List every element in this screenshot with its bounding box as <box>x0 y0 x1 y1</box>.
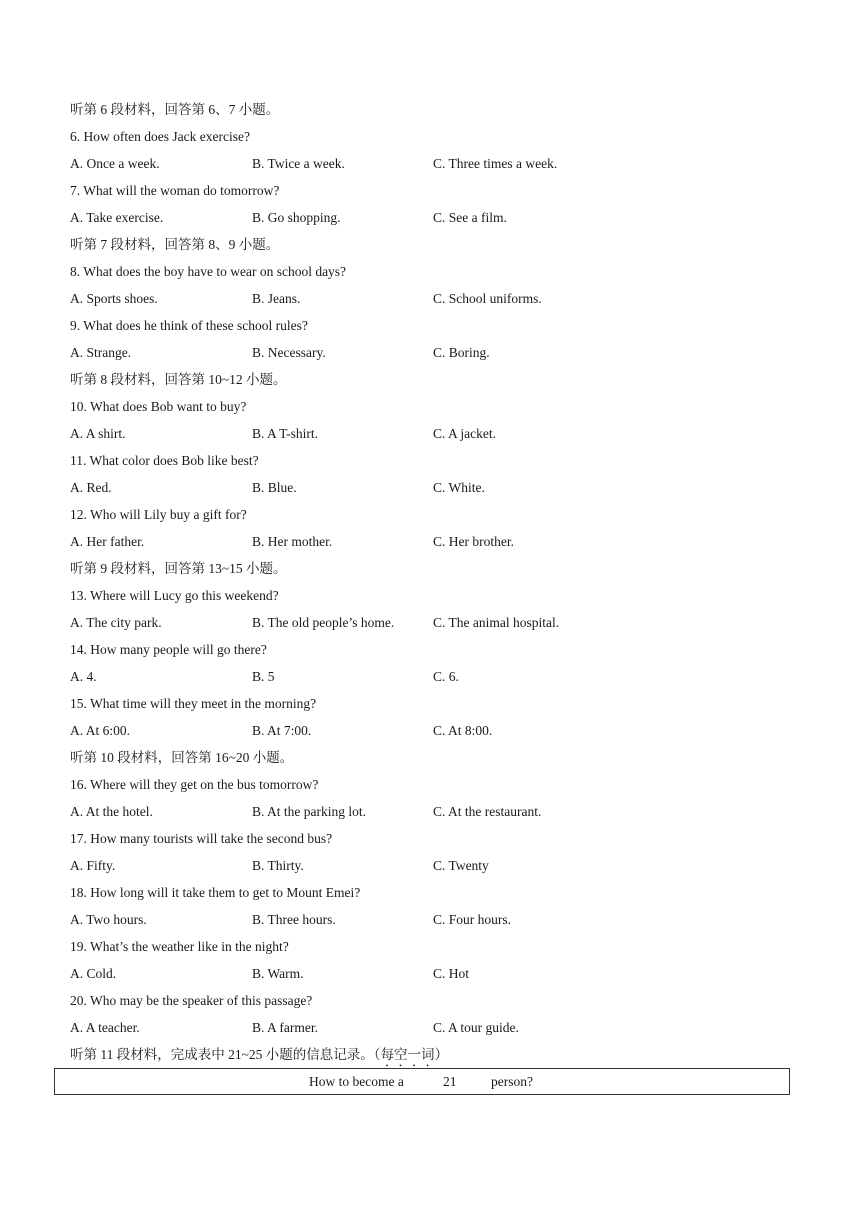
section-header: 听第 6 段材料，回答第 6、7 小题。 <box>70 102 280 117</box>
question-text: 17. How many tourists will take the second bus? <box>70 831 333 846</box>
options-row <box>70 852 790 879</box>
section-header <box>70 1041 790 1068</box>
question-text: 16. Where will they get on the bus tomorrow? <box>70 777 319 792</box>
option-c: C. School uniforms. <box>433 291 542 306</box>
option-b: B. A farmer. <box>252 1020 318 1035</box>
option-c: C. Boring. <box>433 345 490 360</box>
listening-questions <box>70 96 790 1068</box>
options-row <box>70 609 790 636</box>
option-c: C. 6. <box>433 669 459 684</box>
option-a: A. 4. <box>70 669 97 684</box>
option-b: B. Three hours. <box>252 912 336 927</box>
options-row <box>70 474 790 501</box>
question-text: 14. How many people will go there? <box>70 642 267 657</box>
option-c: C. See a film. <box>433 210 507 225</box>
option-c: C. Hot <box>433 966 470 981</box>
info-record-table <box>54 1068 790 1095</box>
option-a: A. Fifty. <box>70 858 116 873</box>
question-text: 11. What color does Bob like best? <box>70 453 259 468</box>
options-row <box>70 528 790 555</box>
question-text: 9. What does he think of these school rules? <box>70 318 308 333</box>
table-title-part1: How to become a <box>309 1074 404 1089</box>
options-row <box>70 663 790 690</box>
question-text: 20. Who may be the speaker of this passage? <box>70 993 313 1008</box>
option-a: A. Red. <box>70 480 112 495</box>
question-text: 18. How long will it take them to get to Mount Emei? <box>70 885 361 900</box>
option-a: A. Two hours. <box>70 912 147 927</box>
option-c: C. Her brother. <box>433 534 514 549</box>
option-a: A. Take exercise. <box>70 210 164 225</box>
options-row <box>70 285 790 312</box>
option-a: A. Cold. <box>70 966 117 981</box>
options-row <box>70 1014 790 1041</box>
option-b: B. Blue. <box>252 480 297 495</box>
question-text: 6. How often does Jack exercise? <box>70 129 250 144</box>
option-b: B. Thirty. <box>252 858 304 873</box>
option-c: C. At the restaurant. <box>433 804 542 819</box>
options-row <box>70 960 790 987</box>
options-row <box>70 717 790 744</box>
options-row <box>70 906 790 933</box>
option-b: B. The old people’s home. <box>252 615 395 630</box>
option-c: C. A jacket. <box>433 426 496 441</box>
question-text: 7. What will the woman do tomorrow? <box>70 183 280 198</box>
option-a: A. A teacher. <box>70 1020 140 1035</box>
options-row <box>70 150 790 177</box>
question-text: 10. What does Bob want to buy? <box>70 399 247 414</box>
option-b: B. 5 <box>252 669 275 684</box>
option-c: C. The animal hospital. <box>433 615 560 630</box>
option-b: B. Her mother. <box>252 534 333 549</box>
question-text: 13. Where will Lucy go this weekend? <box>70 588 279 603</box>
question-text: 8. What does the boy have to wear on school days? <box>70 264 347 279</box>
section-header: 听第 9 段材料，回答第 13~15 小题。 <box>70 561 287 576</box>
table-row <box>55 1069 789 1096</box>
option-b: B. A T-shirt. <box>252 426 319 441</box>
options-row <box>70 339 790 366</box>
question-text: 12. Who will Lily buy a gift for? <box>70 507 247 522</box>
section-header: 听第 10 段材料，回答第 16~20 小题。 <box>70 750 294 765</box>
option-a: A. The city park. <box>70 615 162 630</box>
question-text: 15. What time will they meet in the morning? <box>70 696 317 711</box>
blank-21: 21 <box>443 1074 457 1089</box>
option-c: C. Four hours. <box>433 912 512 927</box>
emphasis-note: 每空一词 <box>380 1047 435 1062</box>
options-row <box>70 798 790 825</box>
section-header: 听第 8 段材料，回答第 10~12 小题。 <box>70 372 287 387</box>
option-a: A. Sports shoes. <box>70 291 158 306</box>
section-header-close: ） <box>434 1047 449 1062</box>
section-header-text: 听第 11 段材料，完成表中 21~25 小题的信息记录。（ <box>70 1047 381 1062</box>
option-a: A. Strange. <box>70 345 132 360</box>
option-a: A. At 6:00. <box>70 723 131 738</box>
option-b: B. Jeans. <box>252 291 301 306</box>
option-b: B. Necessary. <box>252 345 326 360</box>
option-b: B. Warm. <box>252 966 304 981</box>
option-b: B. At 7:00. <box>252 723 312 738</box>
option-c: C. White. <box>433 480 485 495</box>
option-b: B. At the parking lot. <box>252 804 366 819</box>
option-a: A. Her father. <box>70 534 145 549</box>
option-c: C. Twenty <box>433 858 489 873</box>
option-a: A. At the hotel. <box>70 804 153 819</box>
option-b: B. Twice a week. <box>252 156 345 171</box>
question-text: 19. What’s the weather like in the night? <box>70 939 289 954</box>
option-c: C. A tour guide. <box>433 1020 519 1035</box>
option-a: A. A shirt. <box>70 426 126 441</box>
option-a: A. Once a week. <box>70 156 160 171</box>
options-row <box>70 204 790 231</box>
table-title-part2: person? <box>491 1074 533 1089</box>
option-b: B. Go shopping. <box>252 210 341 225</box>
option-c: C. Three times a week. <box>433 156 558 171</box>
options-row <box>70 420 790 447</box>
option-c: C. At 8:00. <box>433 723 493 738</box>
section-header: 听第 7 段材料，回答第 8、9 小题。 <box>70 237 280 252</box>
